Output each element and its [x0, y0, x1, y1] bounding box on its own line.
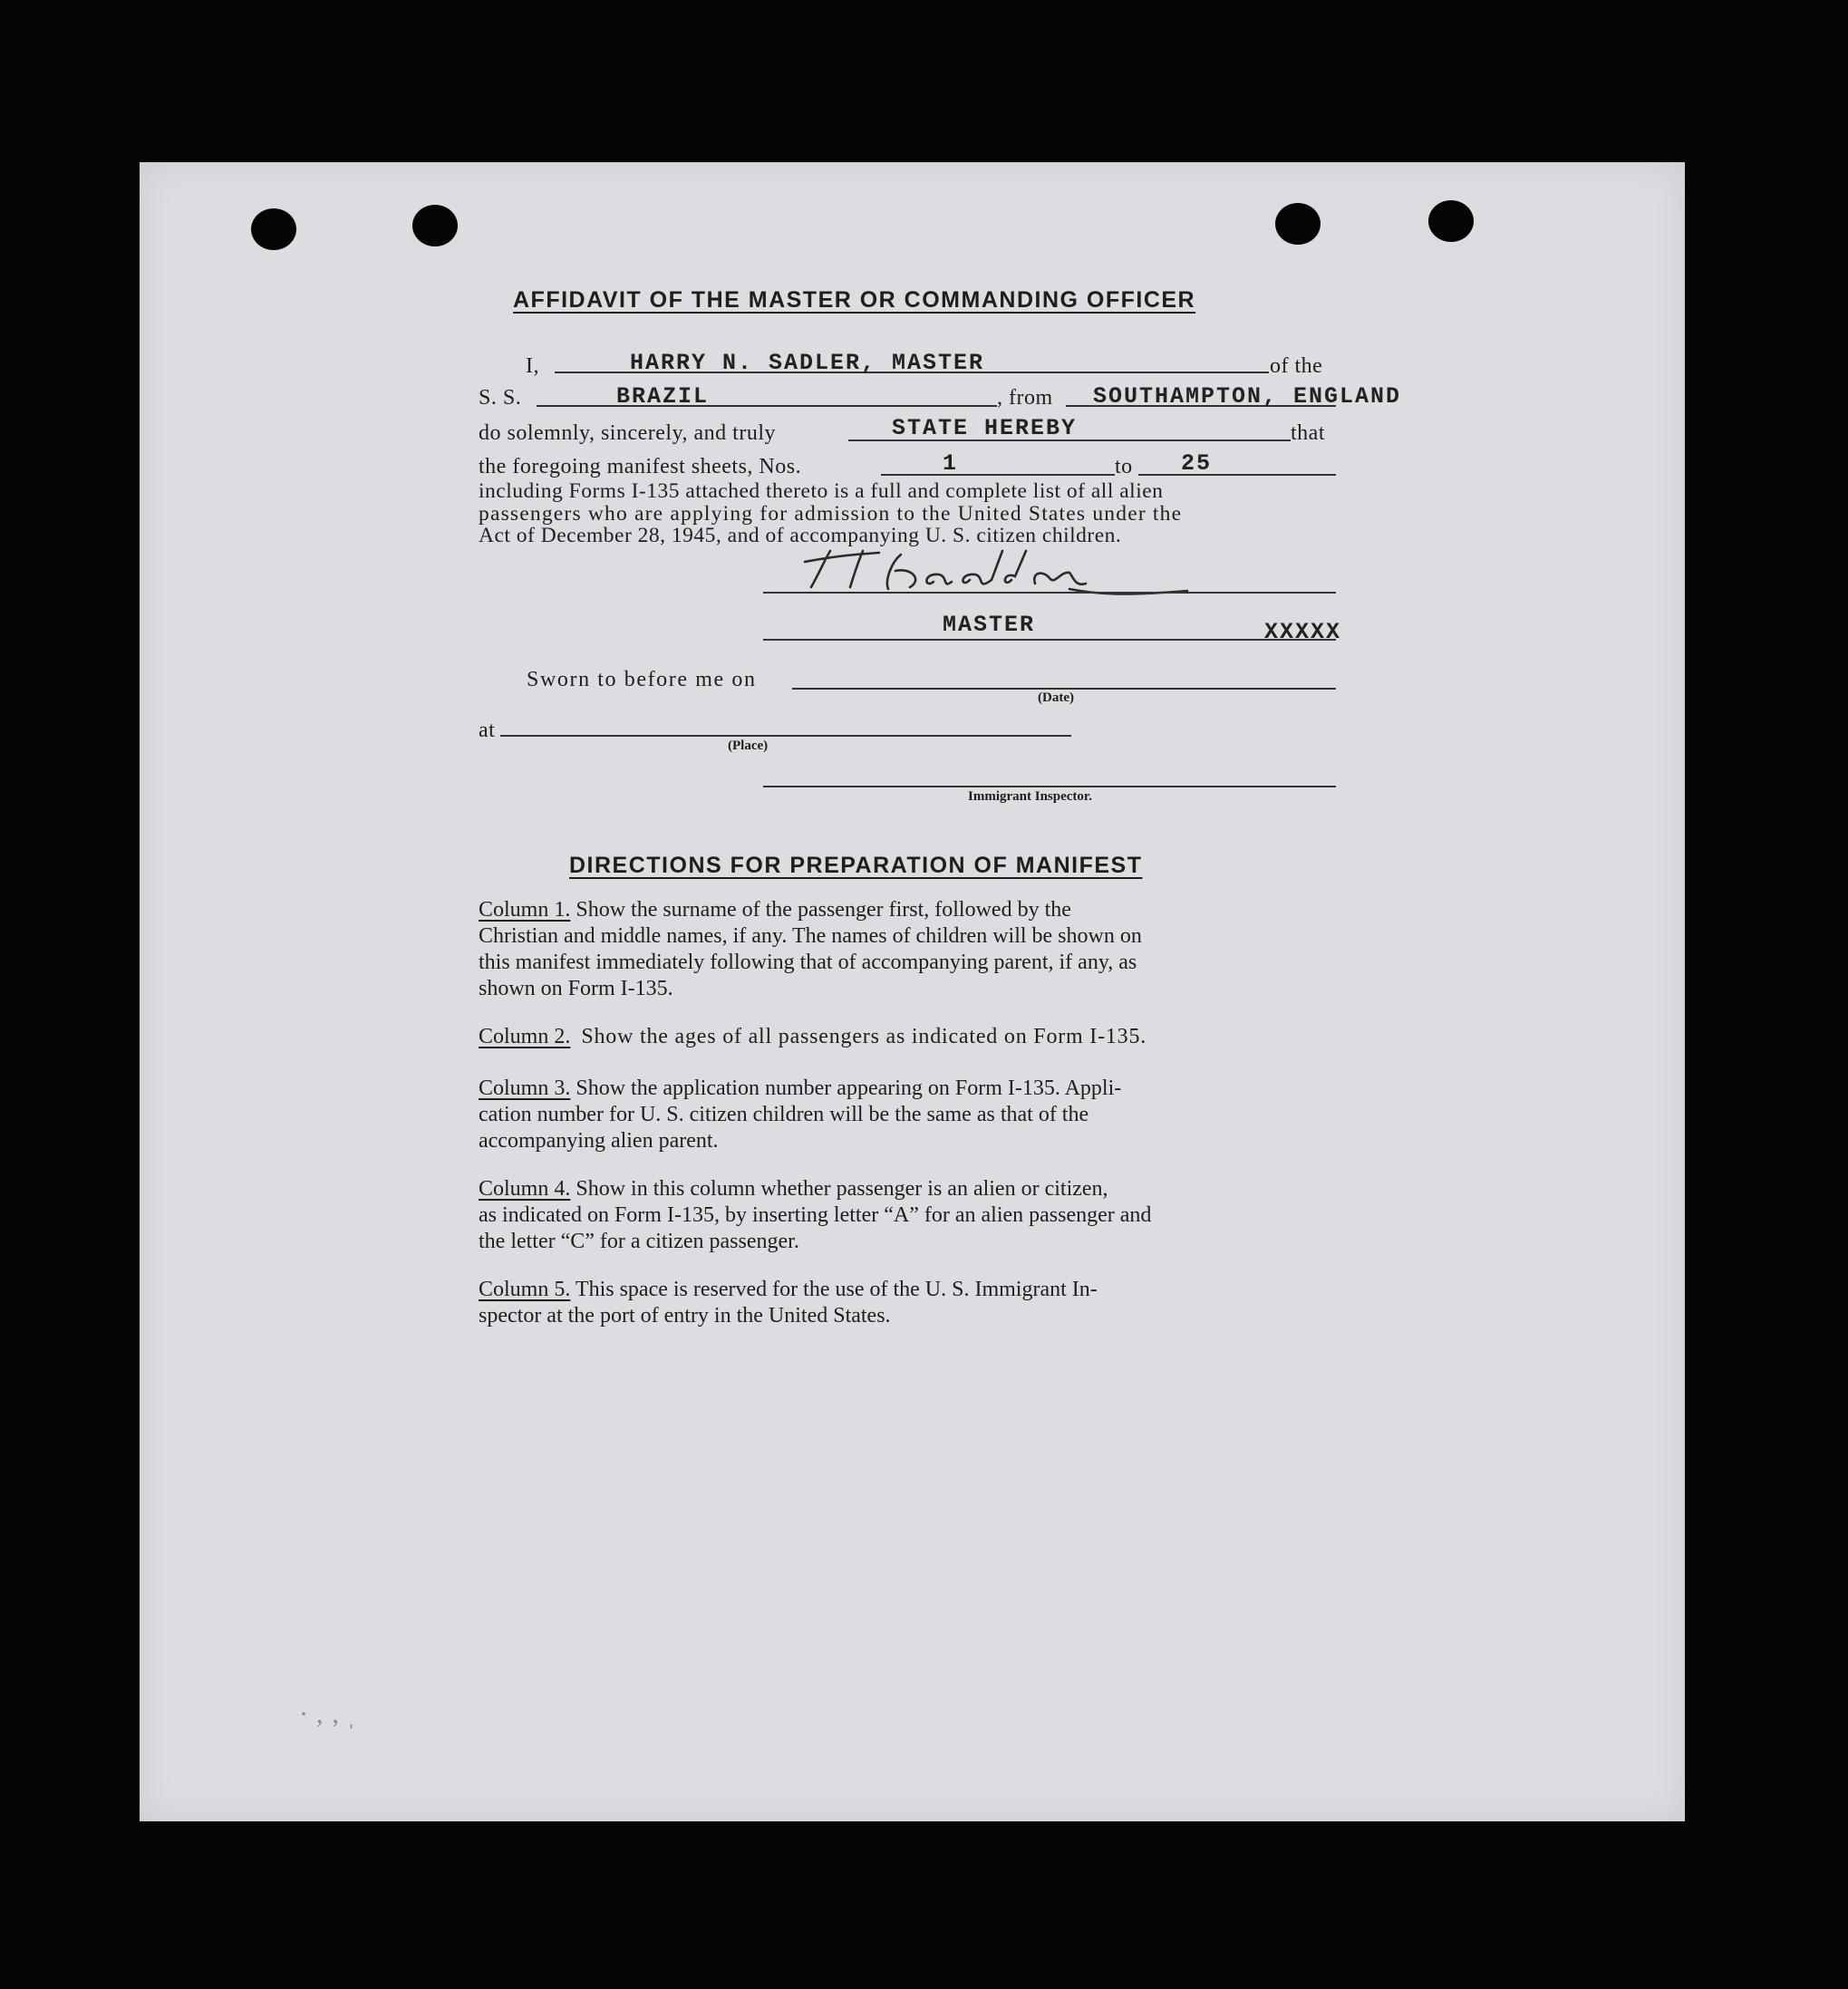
direction-text: the letter “C” for a citizen passenger.	[479, 1230, 799, 1253]
column-label: Column 3.	[479, 1077, 571, 1100]
punch-hole	[1275, 203, 1321, 245]
inspector-rule	[763, 786, 1336, 787]
sheet-to: 25	[1181, 450, 1213, 477]
title-rule	[763, 639, 1336, 641]
column-label: Column 1.	[479, 898, 571, 922]
punch-hole	[1428, 200, 1474, 242]
master-name: HARRY N. SADLER, MASTER	[630, 350, 985, 376]
direction-text: Show the application number appearing on Form I-135. Appli-	[576, 1077, 1122, 1100]
column-label: Column 4.	[479, 1177, 571, 1201]
inspector-caption: Immigrant Inspector.	[968, 789, 1092, 804]
line4-mid: to	[1115, 455, 1133, 478]
date-caption: (Date)	[1038, 690, 1074, 705]
direction-text: spector at the port of entry in the United States.	[479, 1304, 891, 1328]
date-rule	[792, 688, 1336, 690]
direction-text: accompanying alien parent.	[479, 1129, 719, 1153]
column-3-direction	[479, 1076, 1336, 1154]
sheet-from-rule	[881, 474, 1115, 476]
place-caption: (Place)	[728, 739, 769, 753]
handwritten-signature	[798, 544, 1196, 598]
column-1-direction	[479, 897, 1336, 1002]
faint-pencil-mark: · ‚ ‚ ˌ	[299, 1699, 356, 1729]
sheet-from: 1	[943, 450, 959, 477]
affidavit-body-line: Act of December 28, 1945, and of accompanying U. S. citizen children.	[479, 524, 1122, 547]
signer-title: MASTER	[943, 612, 1036, 638]
statement: STATE HEREBY	[892, 415, 1078, 441]
punch-hole	[412, 205, 458, 246]
line2-prefix: S. S.	[479, 386, 522, 410]
sworn-label: Sworn to before me on	[527, 668, 757, 691]
line3-suffix: that	[1291, 421, 1325, 445]
at-label: at	[479, 719, 496, 742]
affidavit-body-line: including Forms I-135 attached thereto is a full and complete list of all alien	[479, 479, 1164, 503]
line3-prefix: do solemnly, sincerely, and truly	[479, 421, 776, 445]
direction-text: Christian and middle names, if any. The names of children will be shown on	[479, 924, 1142, 948]
line1-suffix: of the	[1270, 354, 1323, 378]
line4-prefix: the foregoing manifest sheets, Nos.	[479, 455, 802, 478]
directions-title: DIRECTIONS FOR PREPARATION OF MANIFEST	[569, 853, 1143, 878]
affidavit-title: AFFIDAVIT OF THE MASTER OR COMMANDING OFFICER	[513, 287, 1196, 313]
direction-text: Show the ages of all passengers as indicated on Form I-135.	[581, 1025, 1147, 1048]
column-label: Column 2.	[479, 1025, 571, 1048]
signature-rule	[763, 592, 1336, 594]
direction-text: shown on Form I-135.	[479, 977, 673, 1000]
direction-text: Show the surname of the passenger first, followed by the	[576, 898, 1071, 922]
column-label: Column 5.	[479, 1278, 571, 1301]
column-2-direction	[479, 1024, 1336, 1050]
punch-hole	[251, 208, 296, 250]
direction-text: This space is reserved for the use of the U. S. Immigrant In-	[575, 1278, 1098, 1301]
direction-text: this manifest immediately following that of accompanying parent, if any, as	[479, 951, 1137, 974]
column-5-direction	[479, 1277, 1336, 1329]
direction-text: Show in this column whether passenger is an alien or citizen,	[576, 1177, 1108, 1201]
direction-text: as indicated on Form I-135, by inserting letter “A” for an alien passenger and	[479, 1203, 1152, 1227]
ship-name: BRAZIL	[616, 383, 710, 410]
place-rule	[500, 735, 1071, 737]
line2-mid: , from	[997, 386, 1053, 410]
direction-text: cation number for U. S. citizen children will be the same as that of the	[479, 1103, 1089, 1126]
ship-name-rule	[537, 405, 997, 407]
column-4-direction	[479, 1176, 1336, 1255]
affidavit-body-line: passengers who are applying for admission to the United States under the	[479, 502, 1183, 526]
struck-title: XXXXX	[1264, 619, 1342, 645]
origin: SOUTHAMPTON, ENGLAND	[1093, 383, 1402, 410]
sheet-to-rule	[1138, 474, 1336, 476]
line1-prefix: I,	[526, 354, 539, 378]
